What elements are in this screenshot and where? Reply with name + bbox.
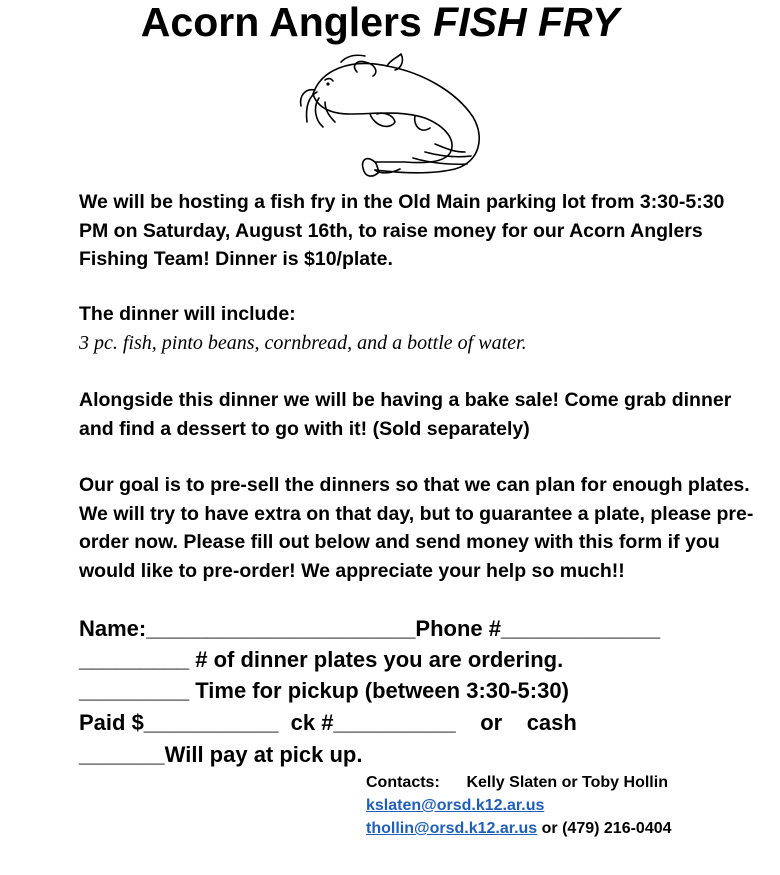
bake-sale-paragraph: Alongside this dinner we will be having a bake sale! Come grab dinner and find a dessert to go with it! (Sold separately) — [79, 389, 732, 440]
dinner-items: 3 pc. fish, pinto beans, cornbread, and a bottle of water. — [79, 332, 527, 354]
title-main: Acorn Anglers — [140, 0, 422, 45]
contacts-names: Kelly Slaten or Toby Hollin — [466, 774, 668, 791]
email-link-thollin[interactable]: thollin@orsd.k12.ar.us — [366, 820, 538, 837]
payment-line[interactable]: Paid $___________ ck #__________ or cash — [79, 710, 577, 735]
catfish-icon — [295, 52, 485, 187]
title-emphasis: FISH FRY — [433, 0, 620, 45]
plates-line[interactable]: _________ # of dinner plates you are ordering. — [79, 647, 564, 672]
dinner-heading: The dinner will include: — [79, 303, 296, 325]
email-link-kslaten[interactable]: kslaten@orsd.k12.ar.us — [366, 797, 545, 814]
phone-number: or (479) 216-0404 — [541, 820, 672, 837]
contacts-row — [366, 771, 766, 794]
contacts-block — [366, 771, 766, 840]
pickup-line[interactable]: _________ Time for pickup (between 3:30-5:30) — [79, 678, 569, 703]
contacts-label: Contacts: — [366, 774, 440, 791]
name-phone-line[interactable]: Name:______________________Phone #_____________ — [79, 616, 661, 641]
pay-later-line[interactable]: _______Will pay at pick up. — [79, 742, 363, 767]
email-row-1 — [366, 794, 766, 817]
intro-paragraph: We will be hosting a fish fry in the Old Main parking lot from 3:30-5:30 PM on Saturday, August 16th, to raise money for our Acorn Anglers Fishing Team! Dinner is $10/plate. — [79, 191, 725, 270]
page-title — [0, 0, 760, 46]
email-row-2 — [366, 817, 766, 840]
goal-paragraph: Our goal is to pre-sell the dinners so that we can plan for enough plates. We will try to have extra on that day, but to guarantee a plate, please pre-order now. Please fill out below and send money with this form if you would like to pre-order! We appreciate your help so much!! — [79, 474, 754, 582]
